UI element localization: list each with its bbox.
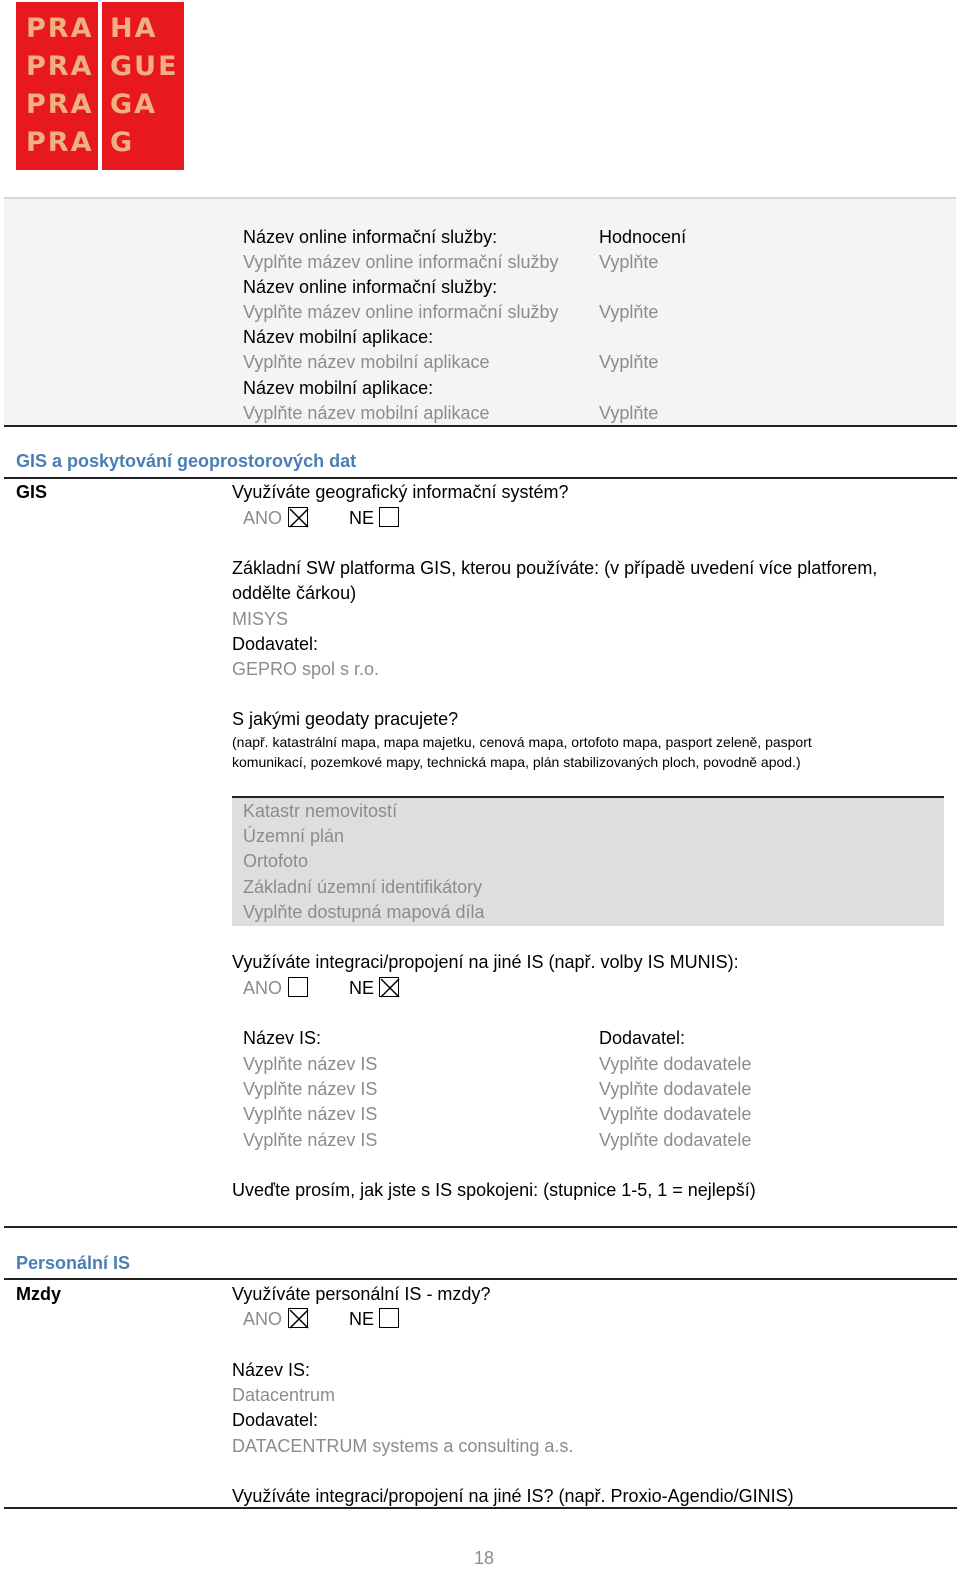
rating-input-3[interactable]: Vyplňte — [599, 352, 659, 372]
satisfaction-question: Uveďte prosím, jak jste s IS spokojeni: (stupnice 1-5, 1 = nejlepší) — [232, 1180, 756, 1200]
mzdy-is-name-label: Název IS: — [232, 1360, 311, 1380]
divider — [4, 425, 957, 427]
geodata-item[interactable]: Katastr nemovitostí — [243, 801, 398, 821]
geodata-item[interactable]: Základní územní identifikátory — [243, 877, 483, 897]
gis-section-title: GIS a poskytování geoprostorových dat — [16, 451, 357, 471]
rating-input-4[interactable]: Vyplňte — [599, 403, 659, 423]
mzdy-ano-label: ANO — [243, 1309, 283, 1329]
integration-question: Využíváte integraci/propojení na jiné IS (např. volby IS MUNIS): — [232, 952, 739, 972]
gis-ano-label: ANO — [243, 508, 283, 528]
is-name-header: Název IS: — [243, 1028, 322, 1048]
divider — [4, 1226, 957, 1228]
service-label-1: Název online informační služby: — [243, 227, 498, 247]
service-input-2[interactable]: Vyplňte mázev online informační služby — [243, 302, 559, 322]
logo-divider — [98, 2, 102, 170]
gis-ano-checkbox[interactable] — [288, 507, 308, 527]
is-name-input[interactable]: Vyplňte název IS — [243, 1104, 378, 1124]
mzdy-supplier-input[interactable]: DATACENTRUM systems a consulting a.s. — [232, 1436, 574, 1456]
logo-row-4: PRA G — [26, 127, 135, 158]
mzdy-row-label: Mzdy — [16, 1284, 61, 1304]
mzdy-supplier-label: Dodavatel: — [232, 1410, 319, 1430]
geodata-item[interactable]: Ortofoto — [243, 851, 309, 871]
mzdy-question: Využíváte personální IS - mzdy? — [232, 1284, 491, 1304]
service-input-1[interactable]: Vyplňte mázev online informační služby — [243, 252, 559, 272]
logo-row-3: PRA GA — [26, 89, 158, 120]
gis-platform-input[interactable]: MISYS — [232, 609, 289, 629]
checked-x-icon — [289, 1309, 309, 1329]
checked-x-icon — [289, 508, 309, 528]
page-number: 18 — [474, 1548, 495, 1568]
is-supplier-input[interactable]: Vyplňte dodavatele — [599, 1079, 752, 1099]
gis-platform-question-cont: oddělte čárkou) — [232, 583, 357, 603]
is-supplier-input[interactable]: Vyplňte dodavatele — [599, 1104, 752, 1124]
geodata-question: S jakými geodaty pracujete? — [232, 709, 459, 729]
gis-platform-question: Základní SW platforma GIS, kterou používáte: (v případě uvedení více platforem, — [232, 558, 878, 578]
is-name-input[interactable]: Vyplňte název IS — [243, 1130, 378, 1150]
personal-section-title: Personální IS — [16, 1253, 131, 1273]
checked-x-icon — [380, 978, 400, 998]
app-input-2[interactable]: Vyplňte název mobilní aplikace — [243, 403, 490, 423]
app-label-2: Název mobilní aplikace: — [243, 378, 434, 398]
gis-supplier-label: Dodavatel: — [232, 634, 319, 654]
divider — [4, 1278, 957, 1280]
app-label-1: Název mobilní aplikace: — [243, 327, 434, 347]
praha-logo — [16, 2, 184, 170]
integration-ne-checkbox[interactable] — [379, 977, 399, 997]
mzdy-ne-label: NE — [349, 1309, 375, 1329]
mzdy-ne-checkbox[interactable] — [379, 1308, 399, 1328]
integration-ano-checkbox[interactable] — [288, 977, 308, 997]
divider — [4, 1507, 957, 1509]
gis-ne-label: NE — [349, 508, 375, 528]
is-supplier-input[interactable]: Vyplňte dodavatele — [599, 1130, 752, 1150]
mzdy-integration-question: Využíváte integraci/propojení na jiné IS? (např. Proxio-Agendio/GINIS) — [232, 1486, 794, 1506]
gis-supplier-input[interactable]: GEPRO spol s r.o. — [232, 659, 380, 679]
is-name-input[interactable]: Vyplňte název IS — [243, 1079, 378, 1099]
geodata-item[interactable]: Vyplňte dostupná mapová díla — [243, 902, 485, 922]
app-input-1[interactable]: Vyplňte název mobilní aplikace — [243, 352, 490, 372]
logo-row-1: PRA HA — [26, 13, 158, 44]
integration-ano-label: ANO — [243, 978, 283, 998]
geodata-hint: (např. katastrální mapa, mapa majetku, cenová mapa, ortofoto mapa, pasport zeleně, pasport — [232, 734, 812, 750]
integration-ne-label: NE — [349, 978, 375, 998]
is-name-input[interactable]: Vyplňte název IS — [243, 1054, 378, 1074]
mzdy-is-name-input[interactable]: Datacentrum — [232, 1385, 336, 1405]
gis-question: Využíváte geografický informační systém? — [232, 482, 569, 502]
geodata-item[interactable]: Územní plán — [243, 826, 345, 846]
rating-input-2[interactable]: Vyplňte — [599, 302, 659, 322]
gis-row-label: GIS — [16, 482, 48, 502]
service-label-2: Název online informační služby: — [243, 277, 498, 297]
divider — [4, 477, 957, 479]
mzdy-ano-checkbox[interactable] — [288, 1308, 308, 1328]
gis-ne-checkbox[interactable] — [379, 507, 399, 527]
is-supplier-header: Dodavatel: — [599, 1028, 686, 1048]
is-supplier-input[interactable]: Vyplňte dodavatele — [599, 1054, 752, 1074]
geodata-hint-cont: komunikací, pozemkové mapy, technická mapa, plán stabilizovaných ploch, povodně apod.) — [232, 754, 801, 770]
rating-header: Hodnocení — [599, 227, 687, 247]
rating-input-1[interactable]: Vyplňte — [599, 252, 659, 272]
logo-row-2: PRA GUE — [26, 51, 179, 82]
